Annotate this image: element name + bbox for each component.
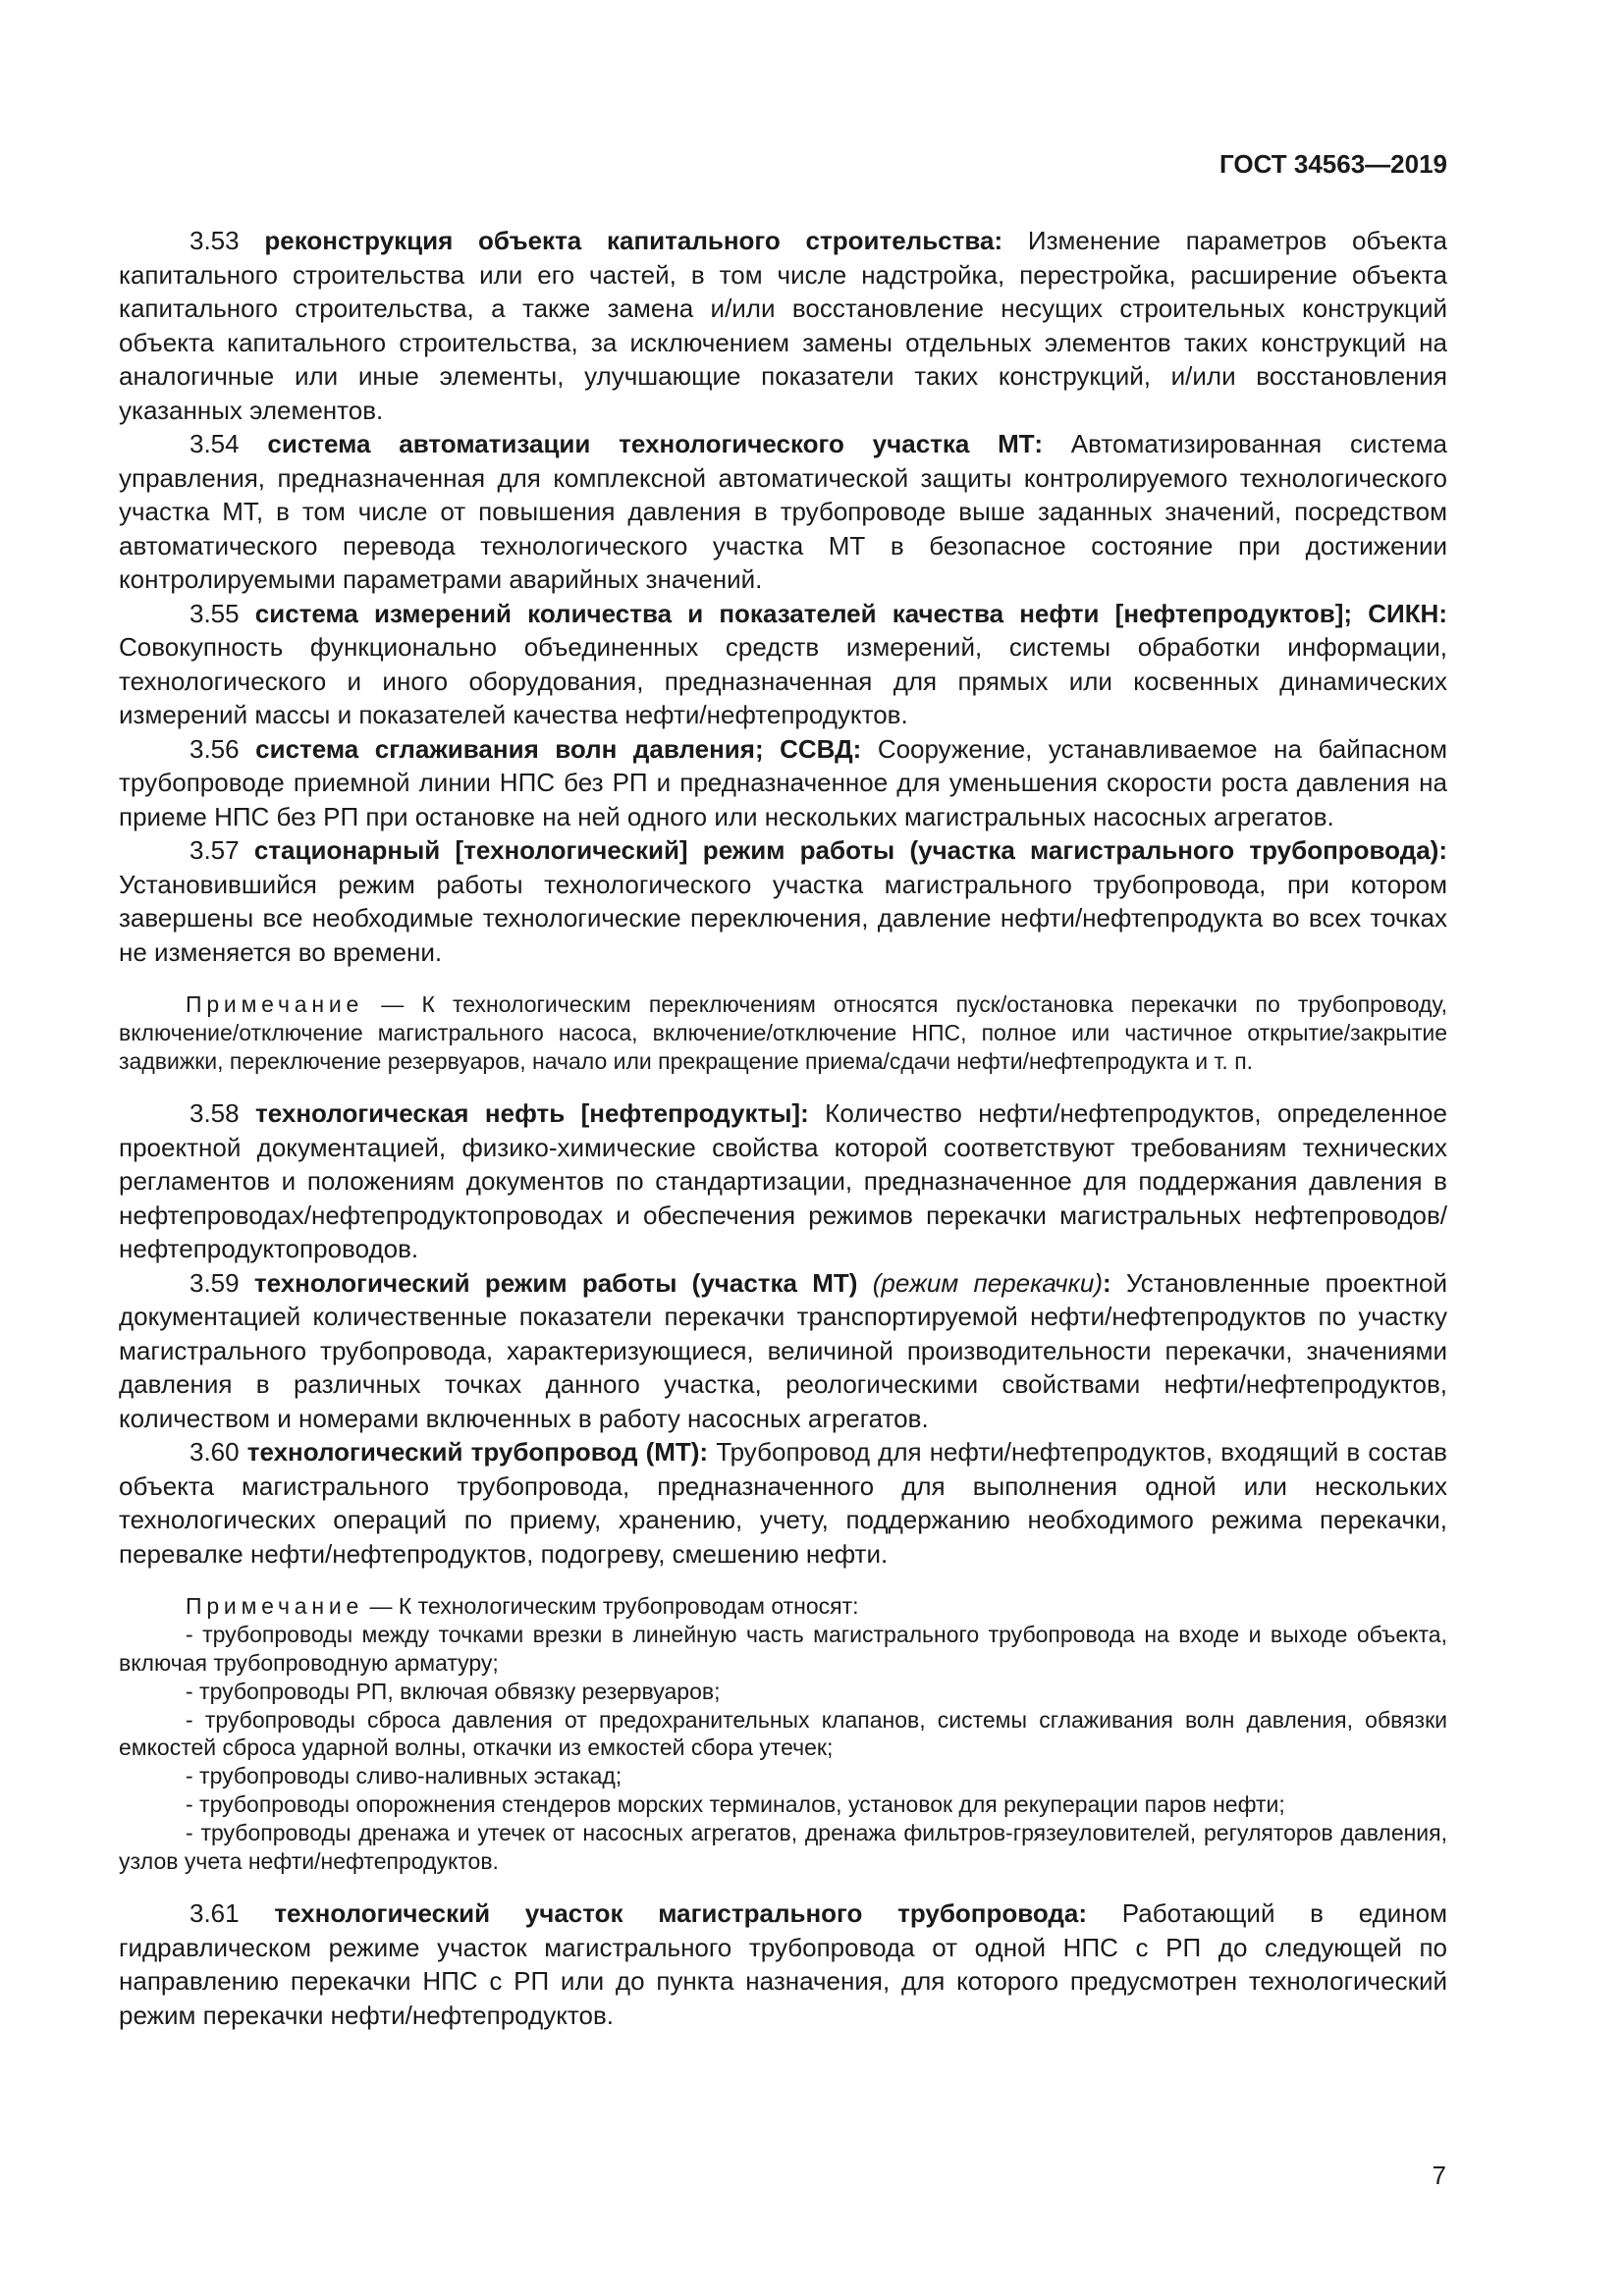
note-list-item: - трубопроводы опорожнения стендеров морских терминалов, установок для рекуперации паров нефти; — [186, 1790, 1285, 1817]
term: технологическая нефть [нефтепродукты]: — [255, 1098, 809, 1129]
definition-text: Количество нефти/нефтепродуктов, определенное проектной документацией, физико-химические свойства которой соответствуют требованиям технических регламентов и положениям документов по стандартизации, предназначенное для поддержания давления в нефтепроводах/нефтепродуктопроводах и обеспечения режимов перекачки магистральных нефтепроводов/нефтепродуктопроводов. — [119, 1098, 1447, 1264]
term: система автоматизации технологического участка МТ: — [267, 429, 1043, 458]
definition-3-55 — [119, 597, 1447, 732]
note-intro — [119, 1592, 1447, 1621]
definition-3-58 — [119, 1096, 1447, 1266]
definition-3-60 — [119, 1435, 1447, 1571]
clause-number: 3.54 — [189, 429, 240, 458]
definition-3-54 — [119, 427, 1447, 597]
document-id: ГОСТ 34563—2019 — [1219, 149, 1447, 179]
clause-number: 3.57 — [189, 835, 240, 865]
definition-text: Сооружение, устанавливаемое на байпасном трубопроводе приемной линии НПС без РП и предназначенное для уменьшения скорости роста давления на приеме НПС без РП при остановке на ней одного или нескольких магистральных насосных агрегатов. — [119, 733, 1447, 831]
definition-3-56 — [119, 732, 1447, 834]
document-body — [119, 224, 1447, 2032]
term: технологический трубопровод (МТ): — [246, 1437, 709, 1468]
clause-number: 3.59 — [189, 1267, 240, 1298]
clause-number: 3.61 — [189, 1898, 240, 1929]
note-list-item: - трубопроводы между точками врезки в линейную часть магистрального трубопровода на входе и выходе объекта, включая трубопроводную арматуру; — [119, 1622, 1447, 1676]
term: стационарный [технологический] режим работы (участка магистрального трубопровода): — [253, 835, 1447, 865]
note-text: — К технологическим переключениям относятся пуск/остановка перекачки по трубопроводу, включение/отключение магистрального насоса, включение/отключение НПС, полное или частичное открытие/закрытие задвижки, переключение резервуаров, начало или прекращение приема/сдачи нефти/нефтепродукта и т. п. — [119, 991, 1448, 1074]
definition-text: Автоматизированная система управления, предназначенная для комплексной автоматической защиты контролируемого технологического участка МТ, в том числе от повышения давления в трубопроводе выше заданных значений, посредством автоматического перевода технологического участка МТ в безопасное состояние при достижении контролируемыми параметрами аварийных значений. — [119, 429, 1447, 594]
note-3-57 — [119, 990, 1447, 1075]
note-3-60 — [119, 1592, 1447, 1875]
note-list-item: - трубопроводы сливо-наливных эстакад; — [186, 1763, 623, 1789]
term: технологический режим работы (участка МТ) — [253, 1267, 858, 1298]
note-label: Примечание — [186, 1593, 364, 1620]
definition-text: Трубопровод для нефти/нефтепродуктов, входящий в состав объекта магистрального трубопровода, предназначенного для выполнения одной или нескольких технологических операций по приему, хранению, учету, поддержанию необходимого режима перекачки, перевалке нефти/нефтепродуктов, подогреву, смешению нефти. — [119, 1437, 1447, 1569]
definition-text: Установившийся режим работы технологического участка магистрального трубопровода, при котором завершены все необходимые технологические переключения, давление нефти/нефтепродукта во всех точках не изменяется во времени. — [119, 869, 1447, 967]
definition-text: Работающий в едином гидравлическом режиме участок магистрального трубопровода от одной НПС с РП до следующей по направлению перекачки НПС с РП или до пункта назначения, для которого предусмотрен технологический режим перекачки нефти/нефтепродуктов. — [119, 1898, 1447, 2030]
note-label: Примечание — [186, 991, 364, 1017]
clause-number: 3.60 — [189, 1437, 240, 1468]
note-list-item: - трубопроводы дренажа и утечек от насосных агрегатов, дренажа фильтров-грязеуловителей, регуляторов давления, узлов учета нефти/нефтепродуктов. — [119, 1819, 1447, 1874]
note-list-item: - трубопроводы РП, включая обвязку резервуаров; — [186, 1678, 721, 1704]
clause-number: 3.55 — [189, 598, 240, 628]
term: система измерений количества и показателей качества нефти [нефтепродуктов]; СИКН: — [254, 598, 1447, 628]
clause-number: 3.53 — [189, 226, 240, 255]
clause-number: 3.58 — [189, 1098, 240, 1129]
term: технологический участок магистрального трубопровода: — [274, 1898, 1088, 1929]
definition-3-61 — [119, 1896, 1447, 2032]
definition-text: Совокупность функционально объединенных средств измерений, системы обработки информации, технологического и иного оборудования, предназначенная для прямых или косвенных динамических измерений массы и показателей качества нефти/нефтепродуктов. — [119, 632, 1447, 729]
note-list-item: - трубопроводы сброса давления от предохранительных клапанов, системы сглаживания волн давления, обвязки емкостей сброса ударной волны, откачки из емкостей сбора утечек; — [119, 1706, 1447, 1761]
definition-3-59 — [119, 1266, 1447, 1436]
definition-text: Установленные проектной документацией количественные показатели перекачки транспортируемой нефти/нефтепродуктов по участку магистрального трубопровода, характеризующиеся, величиной производительности перекачки, значениями давления в различных точках данного участка, реологическими свойствами нефти/нефтепродуктов, количеством и номерами включенных в работу насосных агрегатов. — [119, 1267, 1447, 1433]
term: система сглаживания волн давления; ССВД: — [255, 733, 862, 764]
definition-text: Изменение параметров объекта капитального строительства или его частей, в том числе надстройка, перестройка, расширение объекта капитального строительства, а также замена и/или восстановление несущих строительных конструкций объекта капитального строительства, за исключением замены отдельных элементов таких конструкций на аналогичные или иные элементы, улучшающие показатели таких конструкций, и/или восстановления указанных элементов. — [119, 226, 1447, 425]
definition-3-53 — [119, 224, 1447, 427]
page-number: 7 — [1432, 2161, 1446, 2190]
term: реконструкция объекта капитального строительства: — [264, 226, 1003, 255]
definition-3-57 — [119, 833, 1447, 969]
term-colon: : — [1103, 1267, 1111, 1298]
note-text: — К технологическим трубопроводам относят: — [369, 1593, 859, 1620]
term-alternative: (режим перекачки) — [872, 1267, 1103, 1298]
clause-number: 3.56 — [189, 733, 240, 764]
